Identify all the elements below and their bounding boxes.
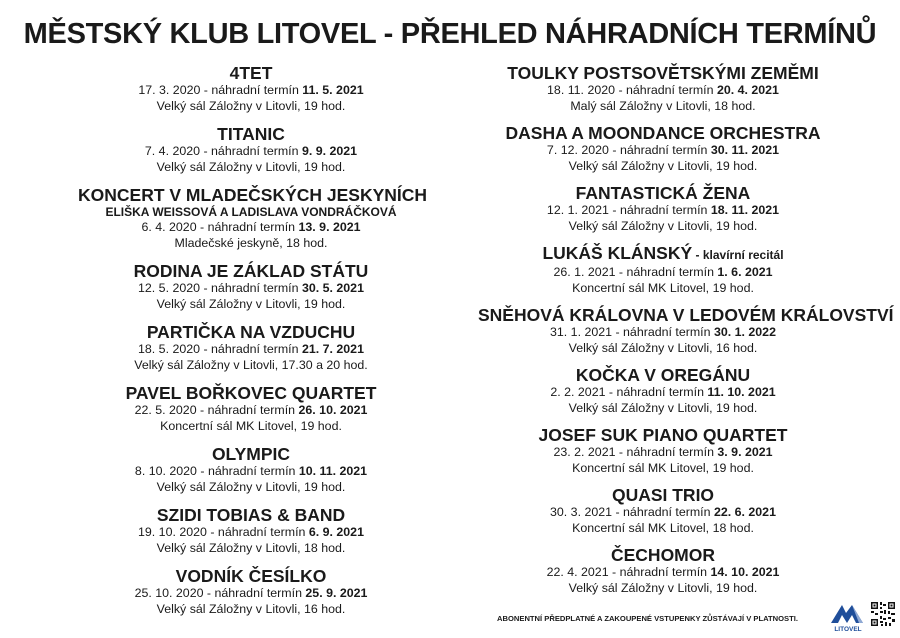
event-venue: Velký sál Záložny v Litovli, 19 hod.: [568, 158, 758, 173]
event-dates: 8. 10. 2020 - náhradní termín 10. 11. 2021: [134, 464, 368, 478]
event-item: [78, 185, 428, 251]
replacement-date: 10. 11. 2021: [298, 464, 368, 478]
events-column-left: [78, 63, 428, 628]
event-title: LUKÁŠ KLÁNSKÝ - klavírní recitál: [542, 243, 784, 263]
event-dates: 7. 12. 2020 - náhradní termín 30. 11. 2021: [546, 143, 780, 157]
event-dates: 17. 3. 2020 - náhradní termín 11. 5. 2021: [138, 83, 364, 97]
event-dates: 31. 1. 2021 - náhradní termín 30. 1. 2022: [550, 325, 776, 339]
event-venue: Velký sál Záložny v Litovli, 17.30 a 20 hod.: [134, 357, 368, 372]
event-dates: 7. 4. 2020 - náhradní termín 9. 9. 2021: [144, 144, 358, 158]
event-title: RODINA JE ZÁKLAD STÁTU: [133, 261, 369, 281]
event-item: [78, 445, 424, 495]
replacement-date: 26. 10. 2021: [298, 403, 368, 417]
replacement-date: 1. 6. 2021: [717, 265, 773, 279]
event-venue: Malý sál Záložny v Litovli, 18 hod.: [570, 98, 756, 113]
event-venue: Mladečské jeskyně, 18 hod.: [174, 235, 328, 250]
event-title: PARTIČKA NA VZDUCHU: [146, 322, 356, 342]
event-venue: Velký sál Záložny v Litovli, 19 hod.: [156, 296, 346, 311]
event-item: [78, 125, 424, 175]
event-item: [478, 305, 894, 356]
replacement-date: 20. 4. 2021: [716, 83, 779, 97]
event-title: OLYMPIC: [211, 444, 291, 464]
replacement-date: 30. 1. 2022: [713, 325, 776, 339]
event-title: QUASI TRIO: [611, 485, 715, 505]
event-dates: 22. 5. 2020 - náhradní termín 26. 10. 2021: [134, 403, 368, 417]
event-title: FANTASTICKÁ ŽENA: [575, 183, 751, 203]
event-dates: 2. 2. 2021 - náhradní termín 11. 10. 2021: [550, 385, 776, 399]
replacement-date: 18. 11. 2021: [710, 203, 780, 217]
event-venue: Koncertní sál MK Litovel, 18 hod.: [572, 520, 754, 535]
event-subtitle: ELIŠKA WEISSOVÁ A LADISLAVA VONDRÁČKOVÁ: [105, 205, 397, 219]
replacement-date: 21. 7. 2021: [301, 342, 364, 356]
replacement-date: 11. 5. 2021: [302, 83, 364, 97]
event-item: [78, 64, 424, 114]
event-title: JOSEF SUK PIANO QUARTET: [538, 425, 788, 445]
event-venue: Koncertní sál MK Litovel, 19 hod.: [160, 418, 342, 433]
event-item: [78, 323, 424, 373]
replacement-date: 6. 9. 2021: [308, 525, 364, 539]
event-dates: 22. 4. 2021 - náhradní termín 14. 10. 2021: [546, 565, 780, 579]
replacement-date: 30. 5. 2021: [301, 281, 364, 295]
event-venue: Velký sál Záložny v Litovli, 19 hod.: [156, 98, 346, 113]
event-title-suffix: - klavírní recitál: [692, 248, 784, 262]
event-dates: 12. 5. 2020 - náhradní termín 30. 5. 2021: [138, 281, 364, 295]
event-title: SZIDI TOBIAS & BAND: [156, 505, 346, 525]
event-item: [478, 64, 848, 114]
event-dates: 19. 10. 2020 - náhradní termín 6. 9. 2021: [138, 525, 364, 539]
event-venue: Velký sál Záložny v Litovli, 19 hod.: [568, 580, 758, 595]
event-item: [478, 546, 848, 596]
replacement-date: 14. 10. 2021: [710, 565, 780, 579]
mk-litovel-logo-icon: [829, 601, 867, 633]
event-venue: Koncertní sál MK Litovel, 19 hod.: [572, 460, 754, 475]
event-item: [478, 426, 848, 476]
qr-code-icon: [870, 601, 896, 627]
event-item: [478, 124, 848, 174]
event-dates: 18. 11. 2020 - náhradní termín 20. 4. 2021: [547, 83, 779, 97]
event-title: SNĚHOVÁ KRÁLOVNA V LEDOVÉM KRÁLOVSTVÍ: [478, 305, 894, 325]
event-title: 4TET: [229, 63, 273, 83]
event-title: TOULKY POSTSOVĚTSKÝMI ZEMĚMI: [507, 63, 819, 83]
event-item: [78, 506, 424, 556]
event-title: PAVEL BOŘKOVEC QUARTET: [125, 383, 377, 403]
footer-note: ABONENTNÍ PŘEDPLATNÉ A ZAKOUPENÉ VSTUPENKY ZŮSTÁVAJÍ V PLATNOSTI.: [497, 614, 798, 623]
event-venue: Velký sál Záložny v Litovli, 19 hod.: [156, 159, 346, 174]
event-item: [78, 384, 424, 434]
event-title: KONCERT V MLADEČSKÝCH JESKYNÍCH: [78, 185, 428, 205]
event-dates: 6. 4. 2020 - náhradní termín 13. 9. 2021: [141, 220, 361, 234]
event-title: VODNÍK ČESÍLKO: [175, 566, 327, 586]
event-dates: 25. 10. 2020 - náhradní termín 25. 9. 2021: [134, 586, 368, 600]
event-title: TITANIC: [217, 124, 285, 144]
event-dates: 23. 2. 2021 - náhradní termín 3. 9. 2021: [553, 445, 773, 459]
event-item: [78, 262, 424, 312]
event-item: [478, 486, 848, 536]
replacement-date: 25. 9. 2021: [305, 586, 368, 600]
event-title: ČECHOMOR: [610, 545, 716, 565]
svg-text:LITOVEL: LITOVEL: [834, 626, 862, 633]
event-title: KOČKA V OREGÁNU: [575, 365, 751, 385]
page-title: MĚSTSKÝ KLUB LITOVEL - PŘEHLED NÁHRADNÍCH TERMÍNŮ: [23, 18, 877, 50]
event-venue: Velký sál Záložny v Litovli, 19 hod.: [568, 400, 758, 415]
event-title: DASHA A MOONDANCE ORCHESTRA: [505, 123, 821, 143]
replacement-date: 9. 9. 2021: [301, 144, 358, 158]
replacement-date: 30. 11. 2021: [710, 143, 780, 157]
event-venue: Koncertní sál MK Litovel, 19 hod.: [572, 280, 754, 295]
event-dates: 18. 5. 2020 - náhradní termín 21. 7. 2021: [138, 342, 364, 356]
event-dates: 26. 1. 2021 - náhradní termín 1. 6. 2021: [553, 265, 773, 279]
event-item: [478, 366, 848, 416]
replacement-date: 13. 9. 2021: [298, 220, 361, 234]
replacement-date: 3. 9. 2021: [717, 445, 773, 459]
event-item: [478, 244, 848, 296]
replacement-date: 11. 10. 2021: [707, 385, 776, 399]
event-venue: Velký sál Záložny v Litovli, 19 hod.: [156, 479, 346, 494]
event-venue: Velký sál Záložny v Litovli, 16 hod.: [156, 601, 346, 616]
replacement-date: 22. 6. 2021: [713, 505, 776, 519]
event-item: [478, 184, 848, 234]
event-item: [78, 567, 424, 617]
events-column-right: [478, 63, 894, 606]
event-venue: Velký sál Záložny v Litovli, 18 hod.: [156, 540, 346, 555]
event-venue: Velký sál Záložny v Litovli, 16 hod.: [568, 340, 758, 355]
event-venue: Velký sál Záložny v Litovli, 19 hod.: [568, 218, 758, 233]
event-dates: 30. 3. 2021 - náhradní termín 22. 6. 2021: [550, 505, 776, 519]
event-dates: 12. 1. 2021 - náhradní termín 18. 11. 2021: [546, 203, 780, 217]
